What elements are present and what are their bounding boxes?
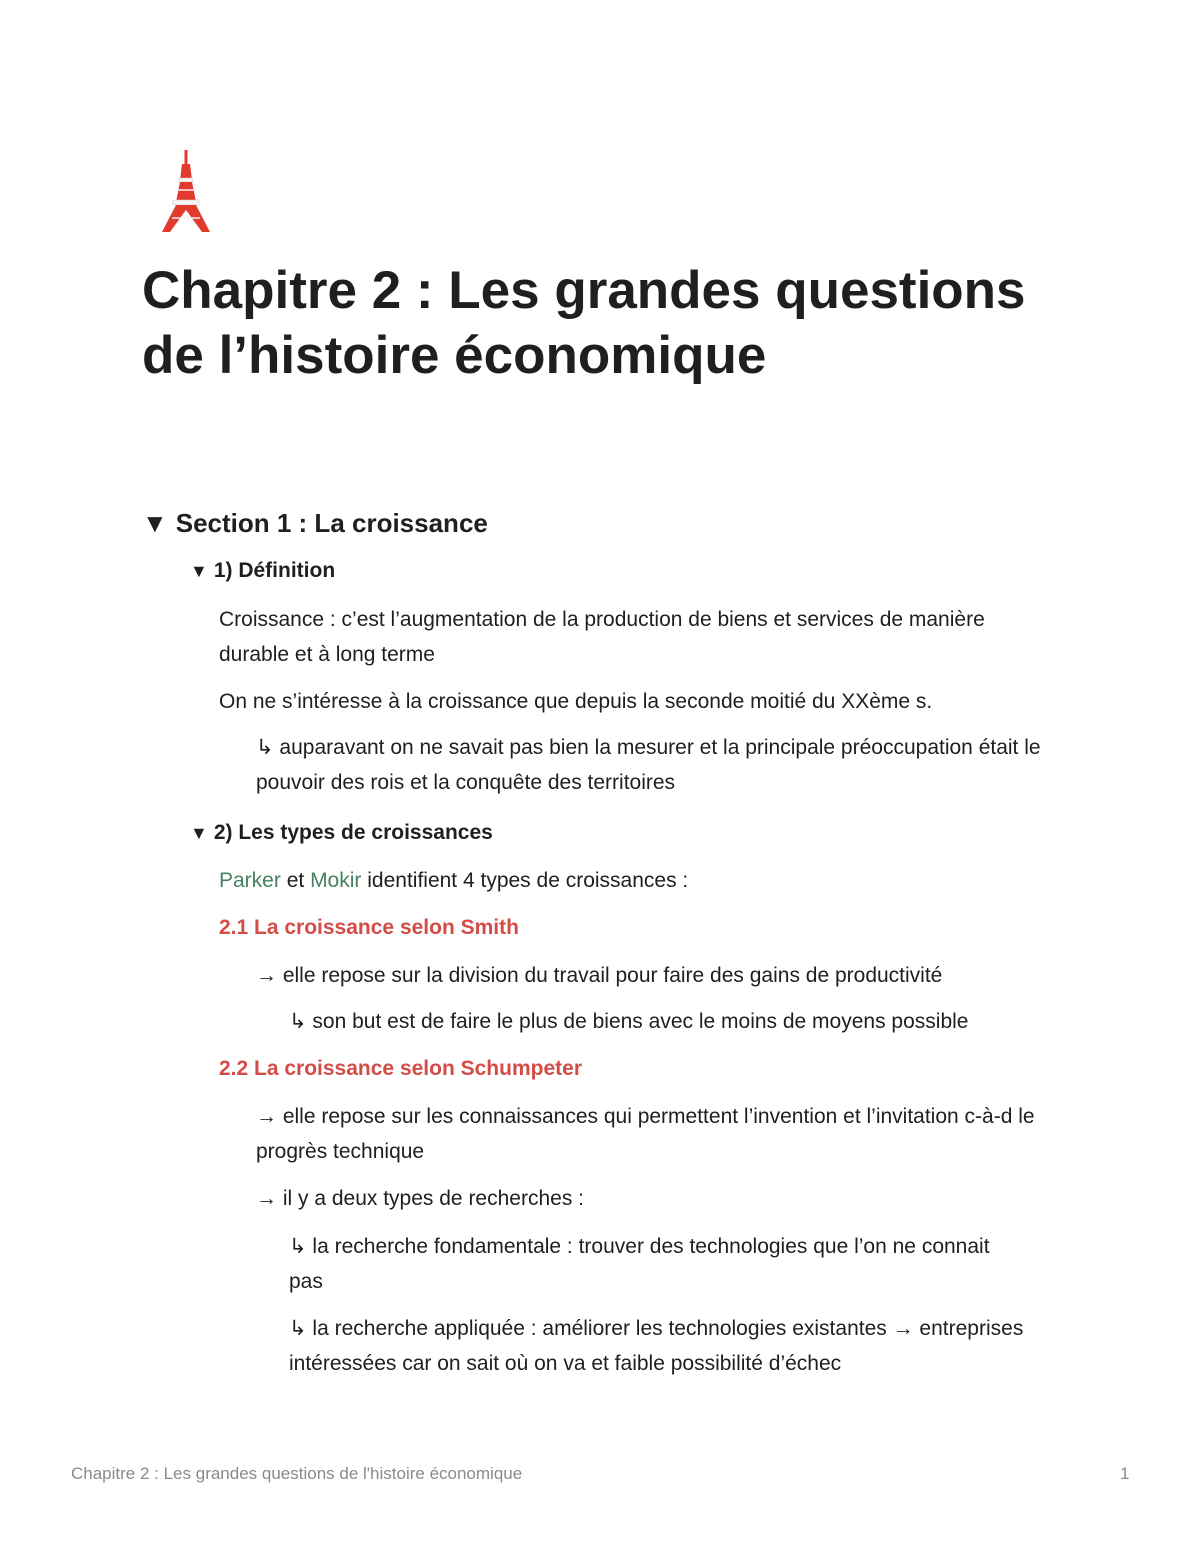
smith-line-2: ↳ son but est de faire le plus de biens avec le moins de moyens possible [289, 1010, 969, 1033]
author-mokir: Mokir [310, 869, 362, 892]
schumpeter-line-4: ↳ la recherche appliquée : améliorer les technologies existantes → entreprises intéressées car on sait où on va et faible possibilité d’échec [289, 1317, 1024, 1375]
schumpeter-line-1: → elle repose sur les connaissances qui permettent l’invention et l’invitation c-à-d le progrès technique [256, 1105, 1035, 1163]
triangle-down-icon[interactable]: ▼ [190, 561, 208, 581]
section-1-toggle[interactable] [142, 506, 488, 540]
author-parker: Parker [219, 869, 281, 892]
smith-line-1: → elle repose sur la division du travail pour faire des gains de productivité [256, 964, 943, 987]
page-title: Chapitre 2 : Les grandes questions de l’histoire économique [142, 261, 1026, 385]
schumpeter-line-3: ↳ la recherche fondamentale : trouver des technologies que l’on ne connait pas [289, 1235, 990, 1293]
types-intro [219, 863, 688, 898]
triangle-down-icon[interactable]: ▼ [190, 823, 208, 843]
definition-toggle[interactable] [190, 556, 335, 586]
intro-and: et [286, 869, 305, 892]
triangle-down-icon[interactable]: ▼ [142, 508, 168, 538]
schumpeter-line-2: → il y a deux types de recherches : [256, 1187, 584, 1210]
schumpeter-heading: 2.2 La croissance selon Schumpeter [219, 1057, 582, 1080]
definition-heading: 1) Définition [213, 559, 336, 582]
smith-heading: 2.1 La croissance selon Smith [219, 916, 519, 939]
intro-rest: identifient 4 types de croissances : [367, 869, 689, 892]
page-number: 1 [1120, 1464, 1130, 1483]
before-paragraph: ↳ auparavant on ne savait pas bien la mesurer et la principale préoccupation était le pouvoir des rois et la conquête des territoires [256, 736, 1041, 794]
types-heading: 2) Les types de croissances [213, 821, 493, 844]
interest-paragraph: On ne s’intéresse à la croissance que depuis la seconde moitié du XXème s. [219, 690, 933, 713]
definition-paragraph: Croissance : c’est l’augmentation de la production de biens et services de manière durable et à long terme [219, 608, 985, 666]
tokyo-tower-icon [158, 150, 214, 234]
types-toggle[interactable] [190, 818, 493, 848]
footer-title: Chapitre 2 : Les grandes questions de l'histoire économique [71, 1464, 523, 1483]
section-1-heading: Section 1 : La croissance [175, 508, 488, 538]
